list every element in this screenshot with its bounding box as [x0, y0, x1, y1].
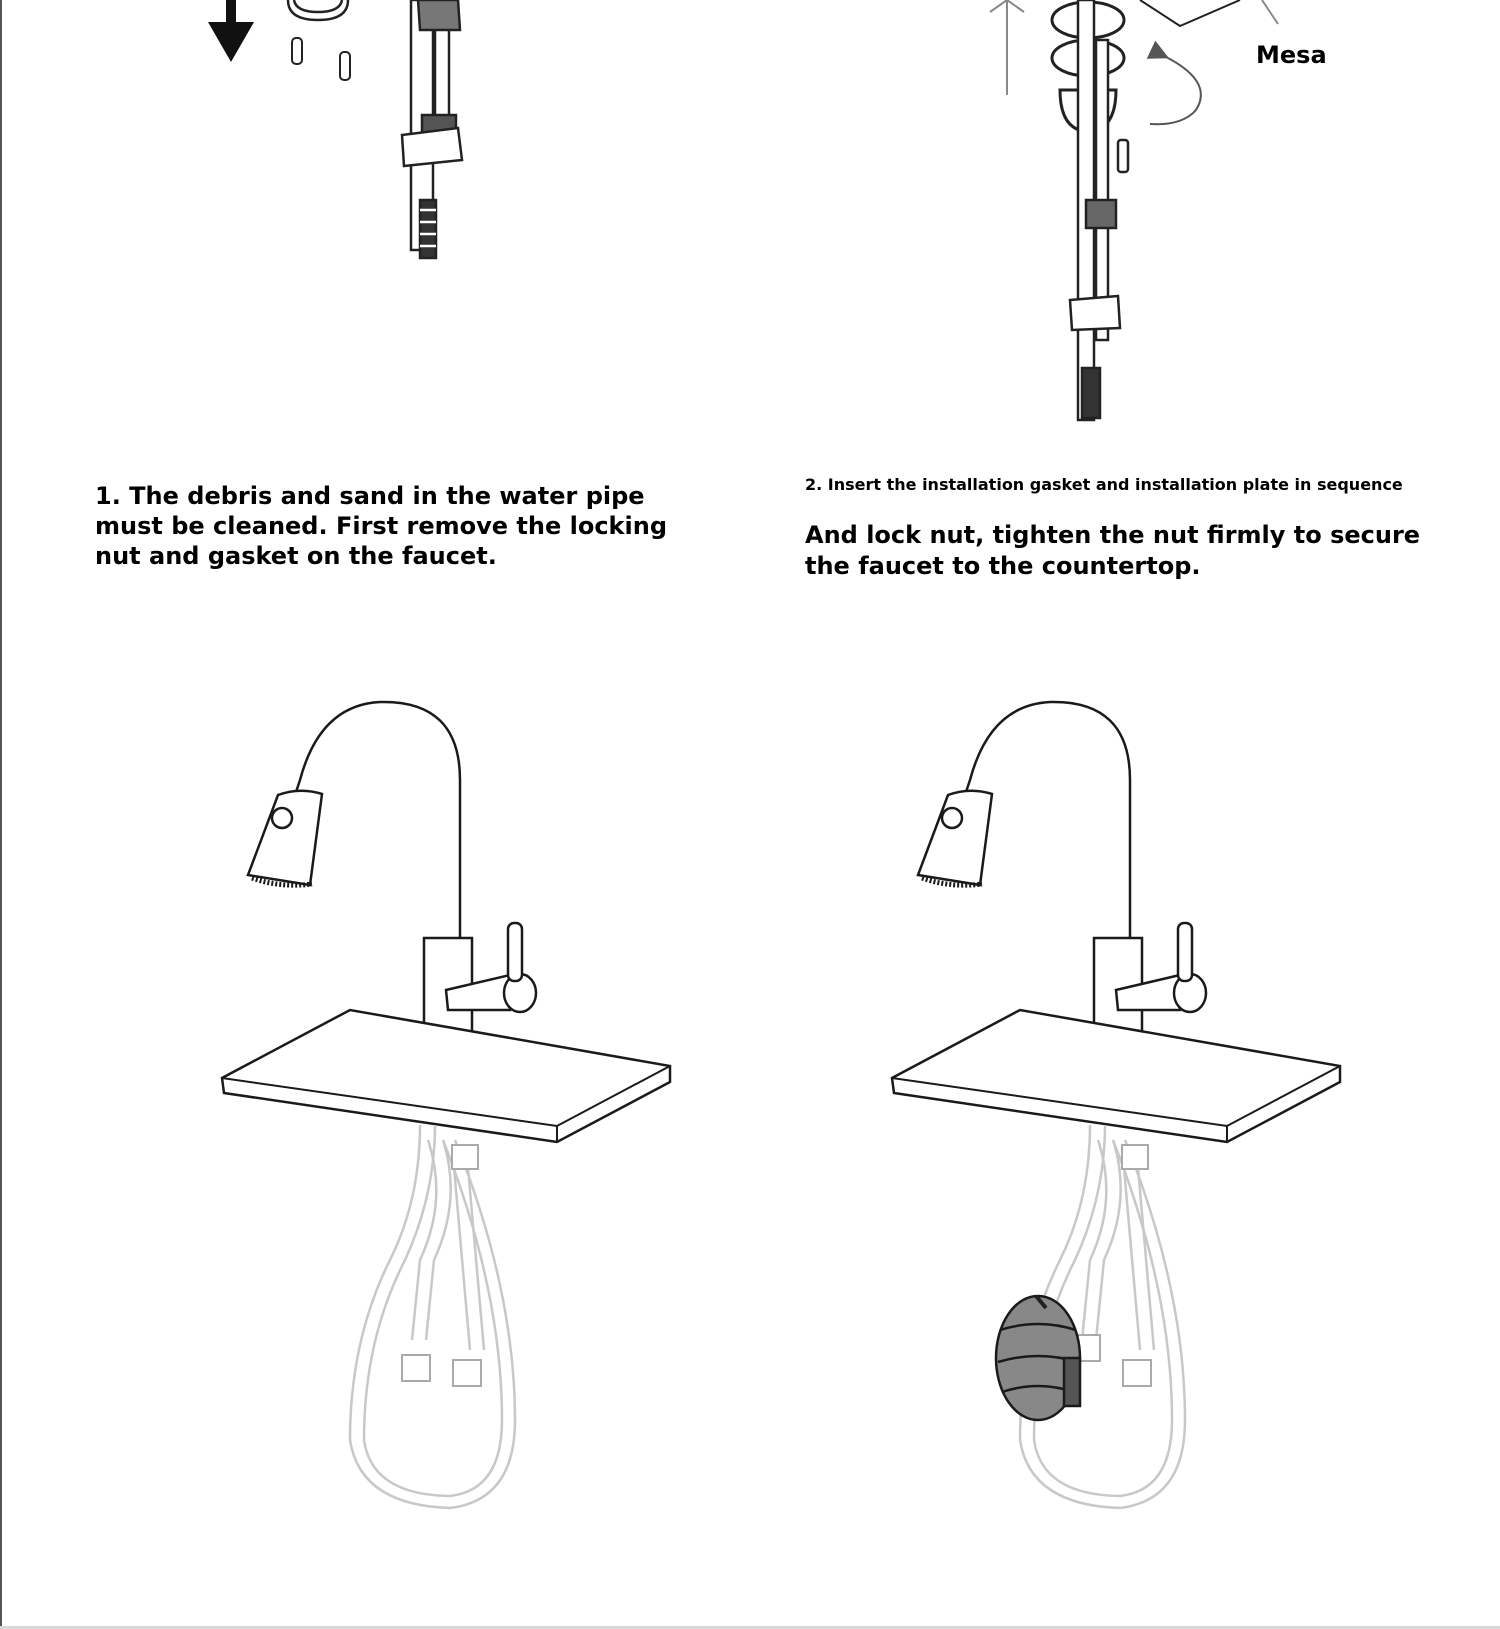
hose-weight-icon: [996, 1296, 1080, 1420]
step-2-heading: 2. Insert the installation gasket and installation plate in sequence: [805, 475, 1403, 494]
gasket-clip-icon: [288, 0, 348, 20]
faucet-shank-icon: [402, 0, 462, 258]
countertop-corner: [1140, 0, 1278, 26]
step-2-text: And lock nut, tighten the nut firmly to secure the faucet to the countertop.: [805, 521, 1421, 580]
hoses-left-icon: [350, 1125, 515, 1508]
faucet-right-icon: [892, 702, 1340, 1142]
faucet-left-icon: [222, 702, 670, 1142]
up-arrow-icon: [990, 0, 1024, 95]
down-arrow-icon: [208, 0, 254, 62]
mesa-label: Mesa: [1256, 41, 1327, 69]
pin-icon: [292, 38, 350, 80]
faucet-shank-assembled-icon: [1070, 0, 1128, 420]
rotate-arrow-icon: [1150, 54, 1201, 124]
step-1-text: 1. The debris and sand in the water pipe must be cleaned. First remove the locking nut and gasket on the faucet.: [95, 482, 668, 570]
